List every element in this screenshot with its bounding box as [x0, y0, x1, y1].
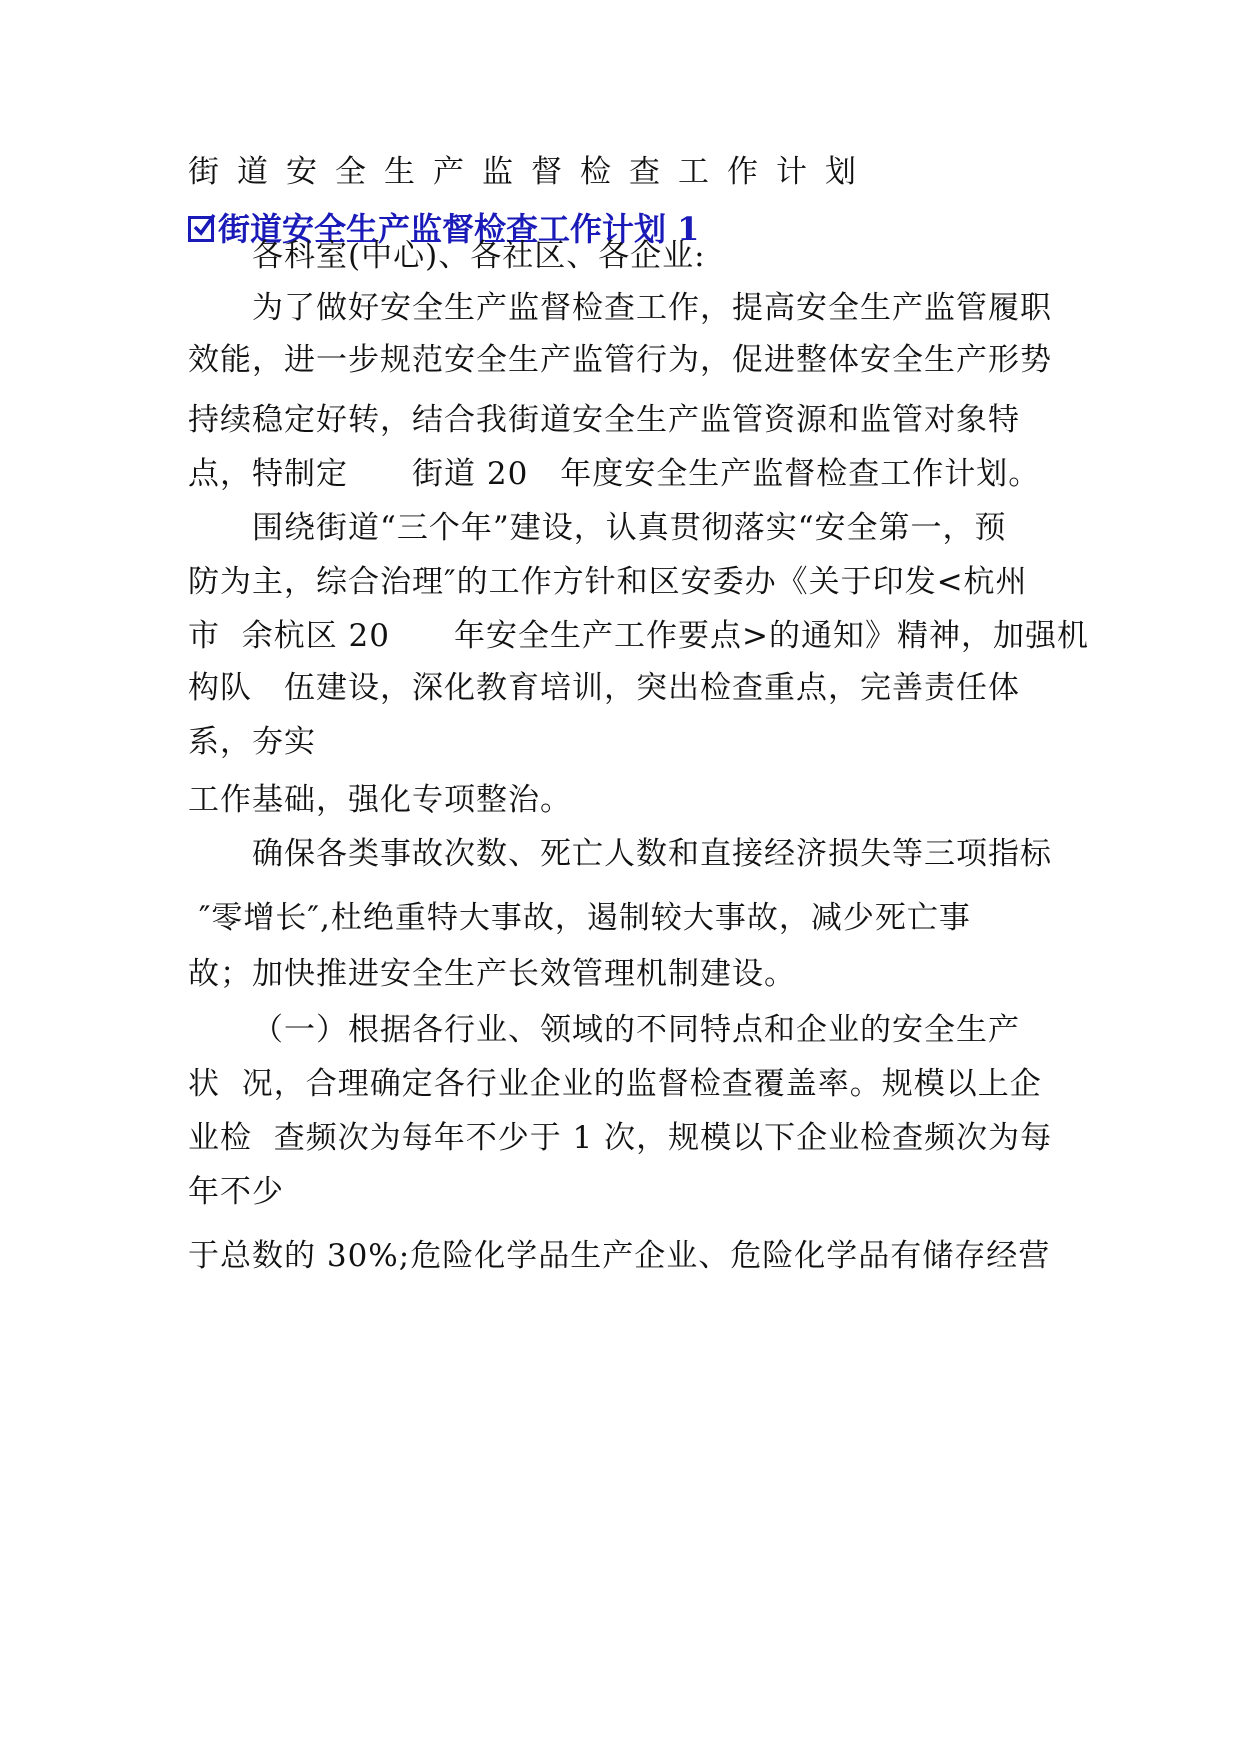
paragraph-line: 确保各类事故次数、死亡人数和直接经济损失等三项指标 — [252, 836, 1052, 872]
paragraph-line: 工作基础，强化专项整治。 — [188, 782, 572, 818]
section-heading-text: 街道安全生产监督检查工作计划 1 — [218, 210, 700, 248]
paragraph-line: 业检 查频次为每年不少于 1 次，规模以下企业检查频次为每 — [188, 1120, 1053, 1156]
paragraph-line: ″零增长″,杜绝重特大事故，遏制较大事故，减少死亡事 — [188, 900, 971, 936]
checkbox-icon — [188, 216, 214, 242]
paragraph-line: 构队 伍建设，深化教育培训，突出检查重点，完善责任体 — [188, 670, 1020, 706]
paragraph-line: 于总数的 30%;危险化学品生产企业、危险化学品有储存经营 — [188, 1238, 1051, 1274]
paragraph-line: 持续稳定好转，结合我街道安全生产监管资源和监管对象特 — [188, 402, 1020, 438]
paragraph-line: 市 余杭区 20 年安全生产工作要点>的通知》精神，加强机 — [188, 618, 1089, 654]
paragraph-line: 为了做好安全生产监督检查工作，提高安全生产监管履职 — [252, 290, 1052, 326]
paragraph-line: 防为主，综合治理″的工作方针和区安委办《关于印发<杭州 — [188, 564, 1028, 600]
paragraph-line: 点，特制定 街道 20 年度安全生产监督检查工作计划。 — [188, 456, 1041, 492]
paragraph-line: 故；加快推进安全生产长效管理机制建设。 — [188, 956, 796, 992]
document-title: 街道安全生产监督检查工作计划 — [188, 154, 874, 190]
paragraph-line: （一）根据各行业、领域的不同特点和企业的安全生产 — [252, 1012, 1020, 1048]
paragraph-line: 系，夯实 — [188, 724, 316, 760]
paragraph-line: 效能，进一步规范安全生产监管行为，促进整体安全生产形势 — [188, 342, 1052, 378]
paragraph-line: 状 况，合理确定各行业企业的监督检查覆盖率。规模以上企 — [188, 1066, 1042, 1102]
paragraph-line: 年不少 — [188, 1174, 284, 1210]
paragraph-line: 各科室(中心)、各社区、各企业: — [252, 238, 706, 274]
paragraph-line: 围绕街道“三个年”建设，认真贯彻落实“安全第一，预 — [252, 510, 1007, 546]
